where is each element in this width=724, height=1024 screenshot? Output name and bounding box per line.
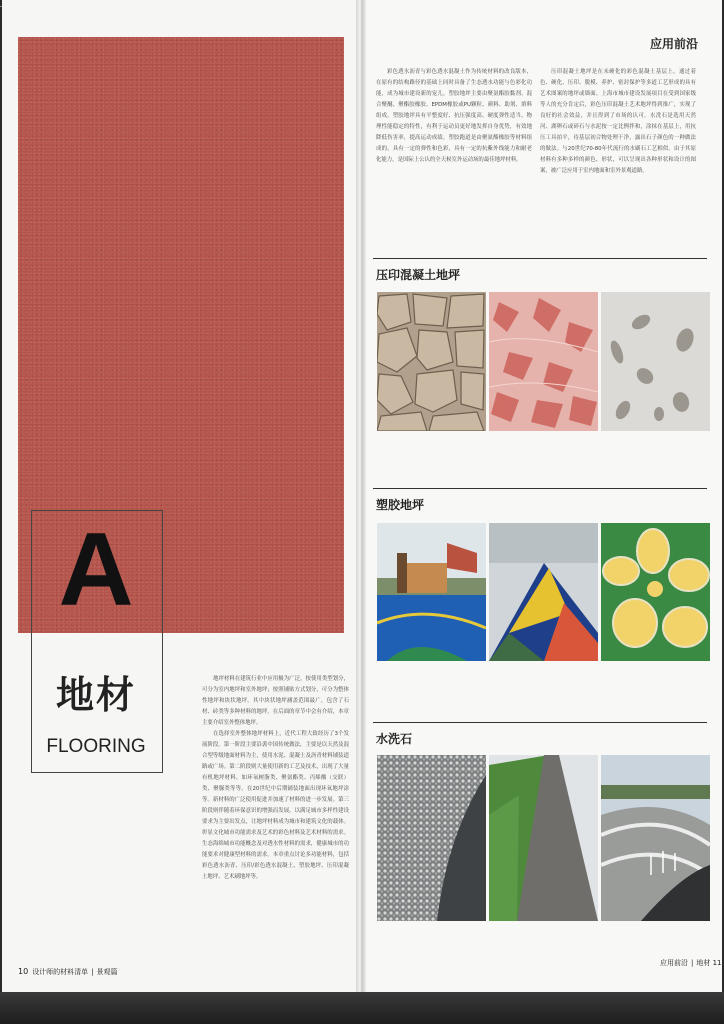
intro-paragraph: 地坪材料在建筑行业中应用极为广泛，按使用类型划分，可分为室内地坪和室外地坪；按照铺贴方式划分，可分为整体性地坪和块状地坪。其中块状地坪涵盖范围最广，包含了石材、砖类等多种材料的地坪。在后面的章节中会有介绍，本章主要介绍室外整体地坪。	[202, 676, 349, 726]
book-gutter	[356, 0, 366, 992]
geometric-rubber-photo	[489, 523, 598, 661]
folio-category: 地材	[696, 959, 711, 967]
section-rule	[373, 722, 707, 723]
intro-column-b-text: 压印混凝土地坪是在未硬化的彩色混凝土基层上，通过着色、硬化、压印、脱模、养护、密封保护等多道工艺形成的具有艺术图案的地坪或墙面。上海市城市建设发展项目在受到国家级等人的充分肯定后，彩色压印混凝土艺术地坪得到推广，实现了良好的社会效益，并且得到了市场的认可。水洗石是选用天然河、湖卵石或碎石与水泥按一定比例拌和，涂抹在基层上，用抗压工具拍平，待基层初合物处理干净，露出石子颜色的一种做法的做法。与20世纪70-80年代流行的水刷石工艺相似。由于其原材料有多种多样的颜色、形状，可以呈现出各种形状和设计的图案，被广泛应用于室内地面和室外景观道路。	[540, 69, 696, 174]
bottom-background	[0, 992, 724, 1024]
section-rule	[373, 488, 707, 489]
playground-photo	[377, 523, 486, 661]
chapter-letter: A	[58, 512, 134, 628]
folio-section: 应用前沿	[660, 959, 688, 967]
book-title: 设计师的材料清单	[32, 968, 89, 976]
washed-stone-path-photo	[489, 755, 598, 921]
flower-rubber-photo	[601, 523, 710, 661]
section-title-stamped-concrete: 压印混凝土地坪	[376, 268, 461, 282]
washed-stone-fountain-photo	[601, 755, 710, 921]
chapter-intro-text	[202, 674, 349, 883]
intro-paragraph: 在选择室外整体地坪材料上，近代工程大致经历了3个发展阶段。第一阶段主要沿袭中国传统做法，主要是以天然及混合型等级地面材料为主，使用水泥、混凝土及沥青材料铺装道路或广场。第二阶段则大量使用新的工艺及技术，出现了大量有机地坪材料，如环氧树脂类、聚氨酯类、丙烯酸（交联）类、聚脲类等等。在20世纪中后期铺装地面出现环氧地坪涂等。新材料的广泛使用促进并加速了材料的进一步发展。第三阶段则伴随着环保意识的增强而发展，以满足城市多样性建设要求为主要出发点，让地坪材料成为城市和建筑文化的载体。彰显文化城市功能需求及艺术的彩色材料及艺术材料的需求。生态海绵城市功能概念及对透水性材料的需求，健康城市的功能要求对健康型材料的需求。本章重点讨论多功能材料，包括彩色透水沥青、压印/彩色透水混凝土、塑胶地坪、压印混凝土地坪、艺术刷地坪等。	[202, 731, 349, 880]
right-folio: 应用前沿 | 地材 11	[660, 959, 722, 967]
stamped-leaf-grey-photo	[601, 292, 710, 431]
intro-column-b	[540, 67, 696, 177]
section-rule	[373, 258, 707, 259]
chapter-title-en: FLOORING	[46, 736, 146, 757]
volume-name: 景观篇	[96, 968, 118, 976]
washed-stone-closeup-photo	[377, 755, 486, 921]
section-title-washed-stone: 水洗石	[376, 732, 413, 746]
right-page-number: 11	[712, 959, 722, 967]
chapter-title-cn: 地材	[55, 673, 136, 717]
section-header: 应用前沿	[650, 37, 699, 51]
section-title-rubber-flooring: 塑胶地坪	[376, 498, 425, 512]
intro-column-a	[376, 67, 532, 166]
stamped-stone-photo	[377, 292, 486, 431]
left-folio: 10 设计师的材料清单 | 景观篇	[18, 967, 118, 976]
stamped-leaf-pink-photo	[489, 292, 598, 431]
intro-column-a-text: 彩色透水沥青与彩色透水混凝土作为传统材料的改良版本，在原有的结构路径的基础上同时具备了生态透水功能与色彩化功能，成为城市建设新的宠儿。塑胶地坪主要由聚氨酯胶黏剂、混合聚醚、聚酯胶橡胶、EPDM橡胶或PU颗粒、颜料、助剂、填料组成。塑胶地坪具有平整度好、抗压强度高、硬度弹性适当、物理性能稳定的特性，有利于运动员更好地发挥自身优势，有效地降低伤害率，提高运动成绩。塑胶跑道是由聚氨酯橡胶等材料组成的，具有一定的弹性和色彩，具有一定的抗紫外线能力和耐老化能力，是国际上公认的全天候室外运动场的最佳地坪材料。	[376, 69, 532, 163]
left-page-number: 10	[18, 967, 29, 976]
